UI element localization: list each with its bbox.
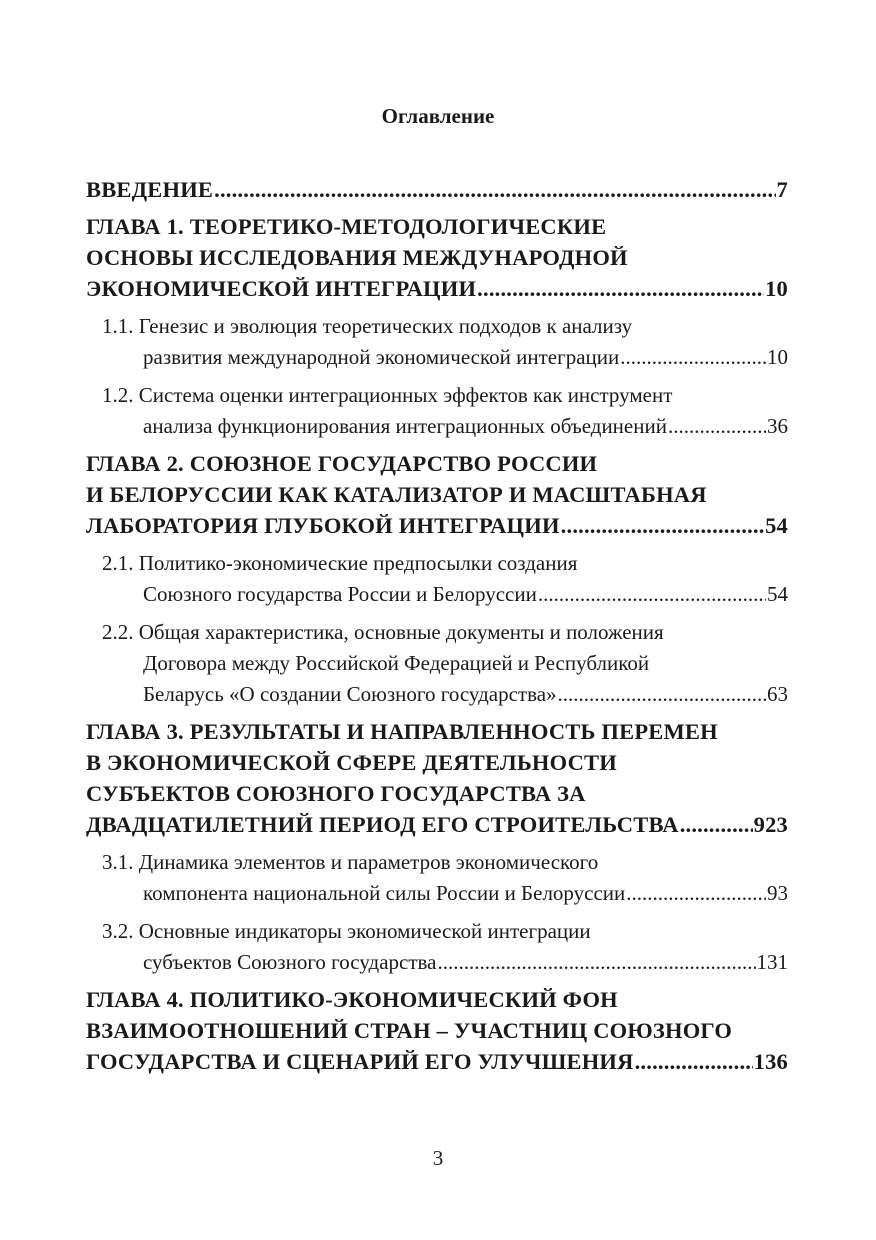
toc-entry-title: 2.1. Политико-экономические предпосылки создания (102, 551, 578, 575)
toc-entry-last-line (86, 510, 788, 541)
toc-entry-title: В ЭКОНОМИЧЕСКОЙ СФЕРЕ ДЕЯТЕЛЬНОСТИ (86, 750, 617, 775)
dot-leader (680, 809, 753, 840)
toc-entry-title: ОСНОВЫ ИССЛЕДОВАНИЯ МЕЖДУНАРОДНОЙ (86, 245, 628, 270)
toc-entry-chapter-2[interactable] (86, 448, 788, 541)
dot-leader (477, 273, 764, 304)
toc-entry-section-1-1[interactable] (86, 311, 788, 373)
dot-leader (561, 510, 764, 541)
dot-leader (558, 679, 766, 710)
toc-entry-title: 1.1. Генезис и эволюция теоретических подходов к анализу (102, 314, 633, 338)
toc-page-number: 10 (767, 345, 788, 369)
toc-entry-chapter-1[interactable] (86, 211, 788, 304)
toc-entry-title: 1.2. Система оценки интеграционных эффектов как инструмент (102, 383, 673, 407)
toc-entry-title: анализа функционирования интеграционных объединений (143, 414, 667, 438)
dot-leader (620, 342, 766, 373)
toc-entry-last-line (86, 411, 788, 442)
toc-entry-last-line (86, 878, 788, 909)
dot-leader (635, 1046, 753, 1077)
toc-entry-chapter-4[interactable] (86, 984, 788, 1077)
toc-page-number: 136 (753, 1049, 788, 1074)
toc-entry-title: ЛАБОРАТОРИЯ ГЛУБОКОЙ ИНТЕГРАЦИИ (86, 513, 560, 538)
toc-entry-title: развития международной экономической интеграции (143, 345, 620, 369)
toc-page-number: 63 (767, 682, 788, 706)
toc-entry-title: Союзного государства России и Белоруссии (143, 582, 537, 606)
toc-entry-title: ГЛАВА 1. ТЕОРЕТИКО-МЕТОДОЛОГИЧЕСКИЕ (86, 214, 607, 239)
toc-entry-last-line (86, 947, 788, 978)
toc-page-number: 923 (753, 812, 788, 837)
toc-entry-title: ГЛАВА 2. СОЮЗНОЕ ГОСУДАРСТВО РОССИИ (86, 451, 598, 476)
toc-title: Оглавление (381, 104, 495, 128)
toc-entry-title: СУБЪЕКТОВ СОЮЗНОГО ГОСУДАРСТВА ЗА (86, 781, 586, 806)
toc-entry-title: ГОСУДАРСТВА И СЦЕНАРИЙ ЕГО УЛУЧШЕНИЯ (86, 1049, 634, 1074)
toc-entry-title: ВВЕДЕНИЕ (86, 177, 214, 202)
toc-entry-section-3-2[interactable] (86, 916, 788, 978)
toc-page-number: 36 (767, 414, 788, 438)
toc-entry-chapter-3[interactable] (86, 716, 788, 840)
toc-page-number: 10 (765, 276, 788, 301)
table-of-contents (86, 174, 788, 1077)
toc-entry-title: Договора между Российской Федерацией и Республикой (143, 651, 650, 675)
toc-entry-title: И БЕЛОРУССИИ КАК КАТАЛИЗАТОР И МАСШТАБНАЯ (86, 482, 707, 507)
toc-entry-title: компонента национальной силы России и Белоруссии (143, 881, 626, 905)
dot-leader (668, 411, 766, 442)
toc-entry-introduction[interactable] (86, 174, 788, 205)
toc-page-number: 131 (756, 950, 788, 974)
toc-entry-section-2-1[interactable] (86, 548, 788, 610)
toc-page-number: 7 (776, 177, 788, 202)
toc-entry-title: ВЗАИМООТНОШЕНИЙ СТРАН – УЧАСТНИЦ СОЮЗНОГО (86, 1018, 733, 1043)
toc-entry-title: субъектов Союзного государства (143, 950, 437, 974)
page-number: 3 (432, 1146, 444, 1170)
toc-entry-last-line (86, 273, 788, 304)
toc-entry-title: ЭКОНОМИЧЕСКОЙ ИНТЕГРАЦИИ (86, 276, 477, 301)
toc-entry-title: 3.2. Основные индикаторы экономической интеграции (102, 919, 591, 943)
toc-entry-last-line (86, 579, 788, 610)
toc-entry-section-1-2[interactable] (86, 380, 788, 442)
toc-entry-title: ГЛАВА 4. ПОЛИТИКО-ЭКОНОМИЧЕСКИЙ ФОН (86, 987, 618, 1012)
toc-entry-title: 3.1. Динамика элементов и параметров экономического (102, 850, 599, 874)
dot-leader (538, 579, 766, 610)
dot-leader (626, 878, 766, 909)
toc-page-number: 54 (765, 513, 788, 538)
dot-leader (214, 174, 775, 205)
toc-page-number: 54 (767, 582, 788, 606)
toc-entry-section-2-2[interactable] (86, 617, 788, 710)
toc-entry-title: ГЛАВА 3. РЕЗУЛЬТАТЫ И НАПРАВЛЕННОСТЬ ПЕРЕМЕН (86, 719, 718, 744)
toc-entry-last-line (86, 1046, 788, 1077)
toc-page-number: 93 (767, 881, 788, 905)
toc-entry-last-line (86, 342, 788, 373)
dot-leader (437, 947, 755, 978)
toc-entry-section-3-1[interactable] (86, 847, 788, 909)
toc-entry-title: 2.2. Общая характеристика, основные документы и положения (102, 620, 664, 644)
toc-entry-last-line (86, 679, 788, 710)
toc-entry-title: Беларусь «О создании Союзного государства» (143, 682, 557, 706)
toc-entry-title: ДВАДЦАТИЛЕТНИЙ ПЕРИОД ЕГО СТРОИТЕЛЬСТВА (86, 812, 679, 837)
toc-entry-last-line (86, 809, 788, 840)
